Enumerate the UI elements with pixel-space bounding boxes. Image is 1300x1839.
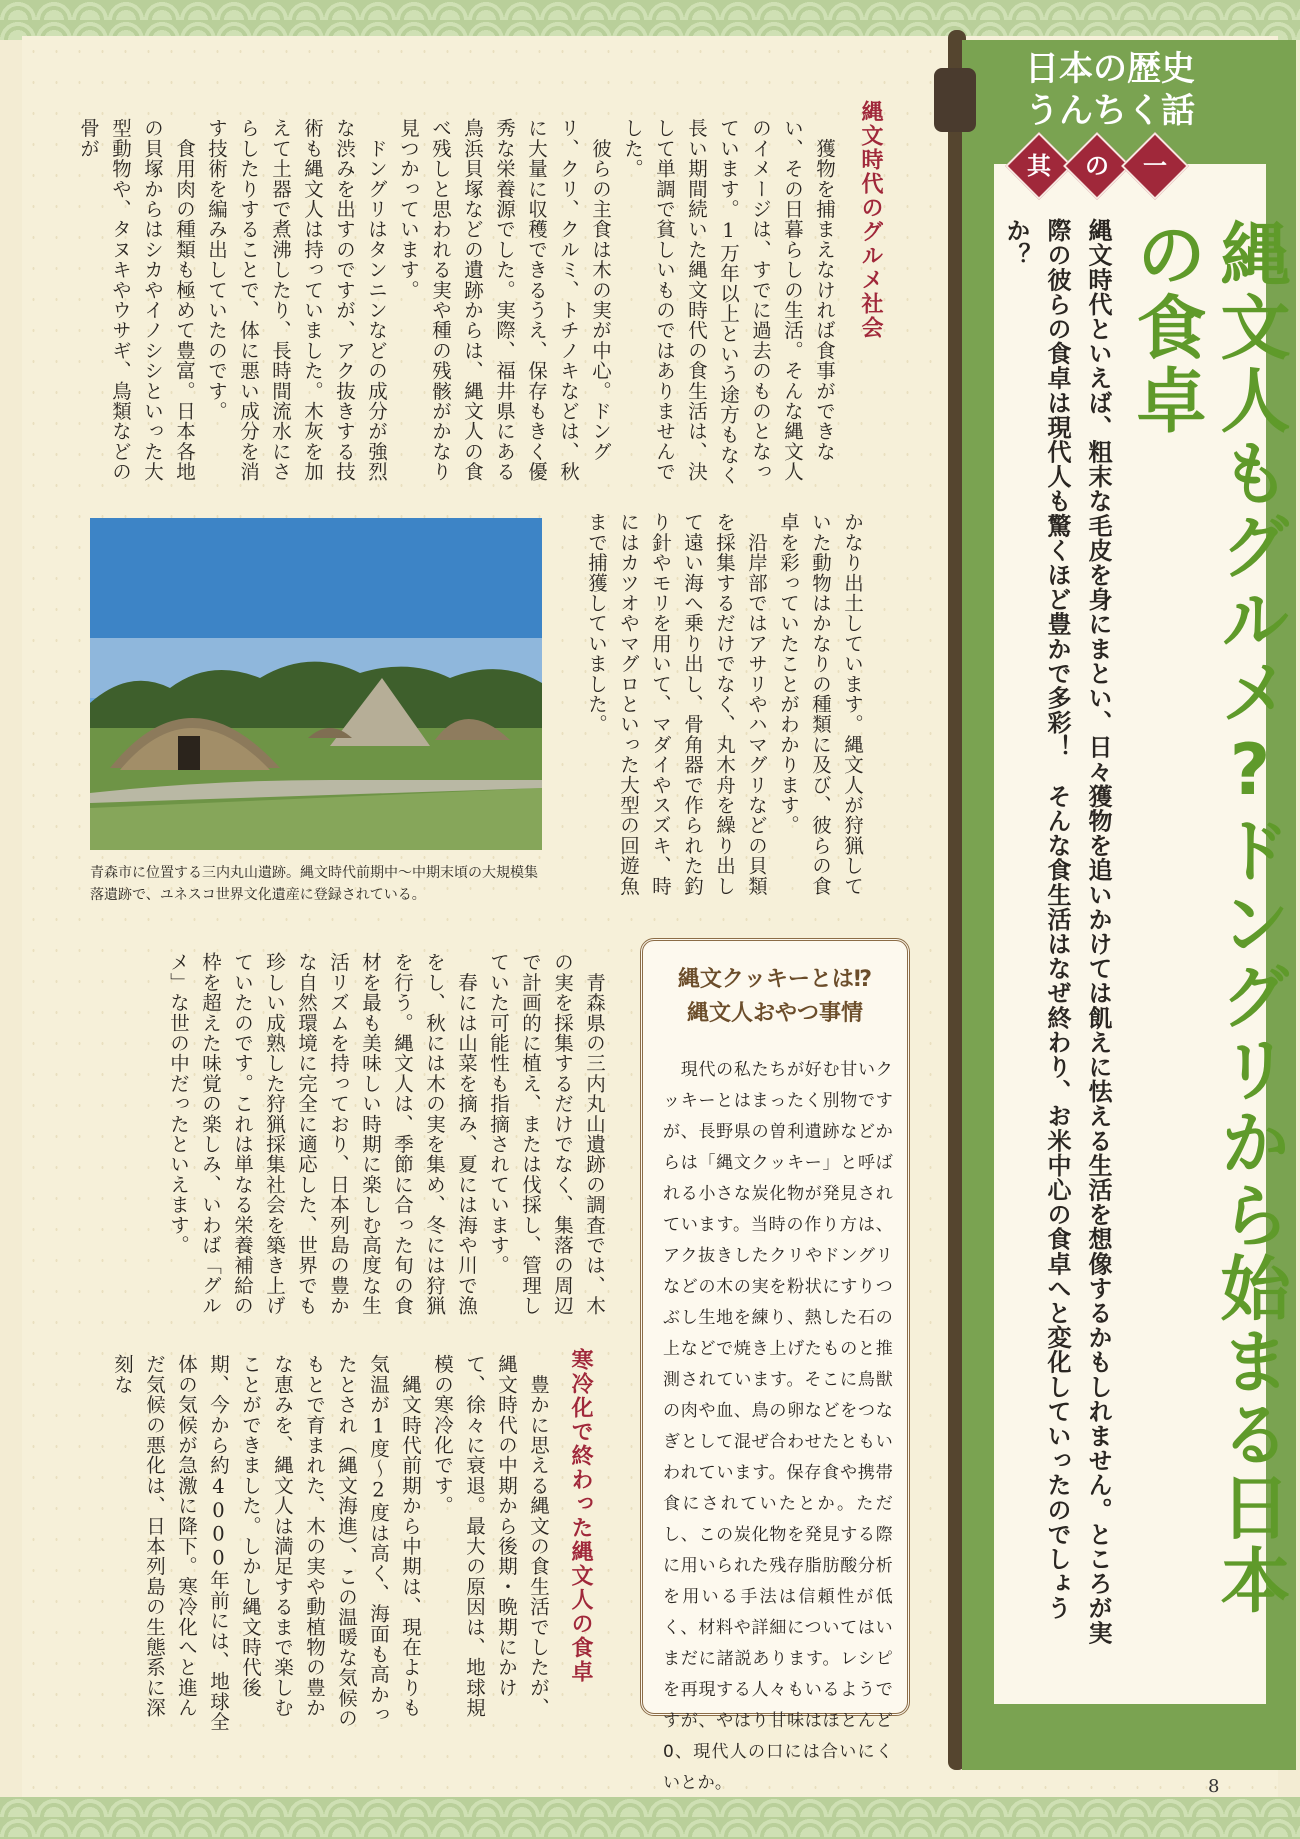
- section1-body: 獲物を捕まえなければ食事ができない、その日暮らしの生活。そんな縄文人のイメージは、すでに過去のものとなっています。1万年以上という途方もなく長い期間続いた縄文時代の食生活は、決して単調で貧しいものではありませんでした。 彼らの主食は木の実が中心。ドングリ、クリ、クルミ、トチノキなどは、秋に大量に収穫できるうえ、保存もきく優秀な栄養源でした。実際、福井県にある鳥浜貝塚などの遺跡からは、縄文人の食べ残しと思われる実や種の残骸がかなり見つかっています。 ドングリはタンニンなどの成分が強烈な渋みを出すのですが、アク抜きする技術も縄文人は持っていました。木灰を加えて土器で煮沸したり、長時間流水にさらしたりすることで、体に悪い成分を消す技術を編み出していたのです。 食用肉の種類も極めて豊富。日本各地の貝塚からはシカやイノシシといった大型動物や、タヌキやウサギ、鳥類などの骨が: [77, 118, 836, 486]
- cookie-title-line2: 縄文人おやつ事情: [686, 1001, 863, 1026]
- cookie-title-line1: 縄文クッキーとは⁉: [677, 967, 873, 992]
- cookie-sidebar: [640, 938, 910, 1793]
- scroll-knob: [934, 68, 976, 132]
- top-wave-border: [0, 0, 1300, 40]
- lead-text: 縄文時代といえば、粗末な毛皮を身にまとい、日々獲物を追いかけては飢えに怯える生活を想像するかもしれません。ところが実際の彼らの食卓は現代人も驚くほど豊かで多彩！ そんな食生活はなぜ終わり、お米中心の食卓へと変化していったのでしょうか？: [1002, 218, 1112, 1645]
- main-headline: 縄文人もグルメ?ドングリから始まる日本の食卓: [1125, 218, 1291, 1617]
- series-title-line1: 日本の歴史: [1025, 49, 1195, 89]
- cookie-body: 現代の私たちが好む甘いクッキーとはまったく別物ですが、長野県の曽利遺跡などからは「縄文クッキー」と呼ばれる小さな炭化物が発見されています。当時の作り方は、アク抜きしたクリやドングリなどの木の実を粉状にすりつぶし生地を練り、熱した石の上などで焼き上げたものと推測されています。そこに鳥獣の肉や血、鳥の卵などをつなぎとして混ぜ合わせたともいわれています。保存食や携帯食にされていたとか。ただし、この炭化物を発見する際に用いられた残存脂肪酸分析を用いる手法は信頼性が低く、材料や詳細についてはいまだに諸説あります。レシピを再現する人々もいるようですが、やはり甘味はほとんど0、現代人の口には合いにくいとか。: [663, 1060, 893, 1793]
- page-number: 8: [1208, 1776, 1220, 1797]
- badge-1: 其: [1005, 132, 1073, 200]
- badge-3: 一: [1121, 132, 1189, 200]
- series-title-line2: うんちく話: [1025, 91, 1195, 131]
- section1-heading: 縄文時代のグルメ社会: [858, 100, 883, 340]
- section2-upper-body: 青森県の三内丸山遺跡の調査では、木の実を採集するだけでなく、集落の周辺で計画的に植え、または伐採し、管理していた可能性も指摘されています。 春には山菜を摘み、夏には海や川で漁をし、秋には木の実を集め、冬には狩猟を行う。縄文人は、季節に合った旬の食材を最も美味しい時期に楽しむ高度な生活リズムを持っており、日本列島の豊かな自然環境に完全に適応した、世界でも珍しい成熟した狩猟採集社会を築き上げていたのです。これは単なる栄養補給の枠を超えた味覚の楽しみ、いわば「グルメ」な世の中だったといえます。: [167, 952, 606, 1316]
- photo-illustration: [90, 518, 542, 850]
- photo-caption: 青森市に位置する三内丸山遺跡。縄文時代前期中〜中期末頃の大規模集落遺跡で、ユネスコ世界文化遺産に登録されている。: [90, 865, 538, 903]
- sannai-maruyama-photo: [90, 518, 542, 850]
- cookie-title: [643, 963, 907, 1031]
- section1-continued: かなり出土しています。縄文人が狩猟していた動物はかなりの種類に及び、彼らの食卓を彩っていたことがわかります。 沿岸部ではアサリやハマグリなどの貝類を採集するだけでなく、丸木舟を繰り出して遠い海へ乗り出し、骨角器で作られた釣り針やモリを用いて、マダイやスズキ、時にはカツオやマグロといった大型の回遊魚まで捕獲していました。: [585, 512, 864, 896]
- section2-heading: 寒冷化で終わった縄文人の食卓: [568, 1348, 593, 1684]
- bottom-wave-border: [0, 1797, 1300, 1839]
- badge-2: の: [1063, 132, 1131, 200]
- section2-body: 豊かに思える縄文の食生活でしたが、縄文時代の中期から後期・晩期にかけて、徐々に衰退。最大の原因は、地球規模の寒冷化です。 縄文時代前期から中期は、現在よりも気温が1度〜2度は高く、海面も高かったとされ（縄文海進）、この温暖な気候のもとで育まれた、木の実や動植物の豊かな恵みを、縄文人は満足するまで楽しむことができました。しかし縄文時代後期、今から約4000年前には、地球全体の気候が急激に降下。寒冷化へと進んだ気候の悪化は、日本列島の生態系に深刻な: [111, 1354, 550, 1732]
- series-title: [985, 48, 1235, 132]
